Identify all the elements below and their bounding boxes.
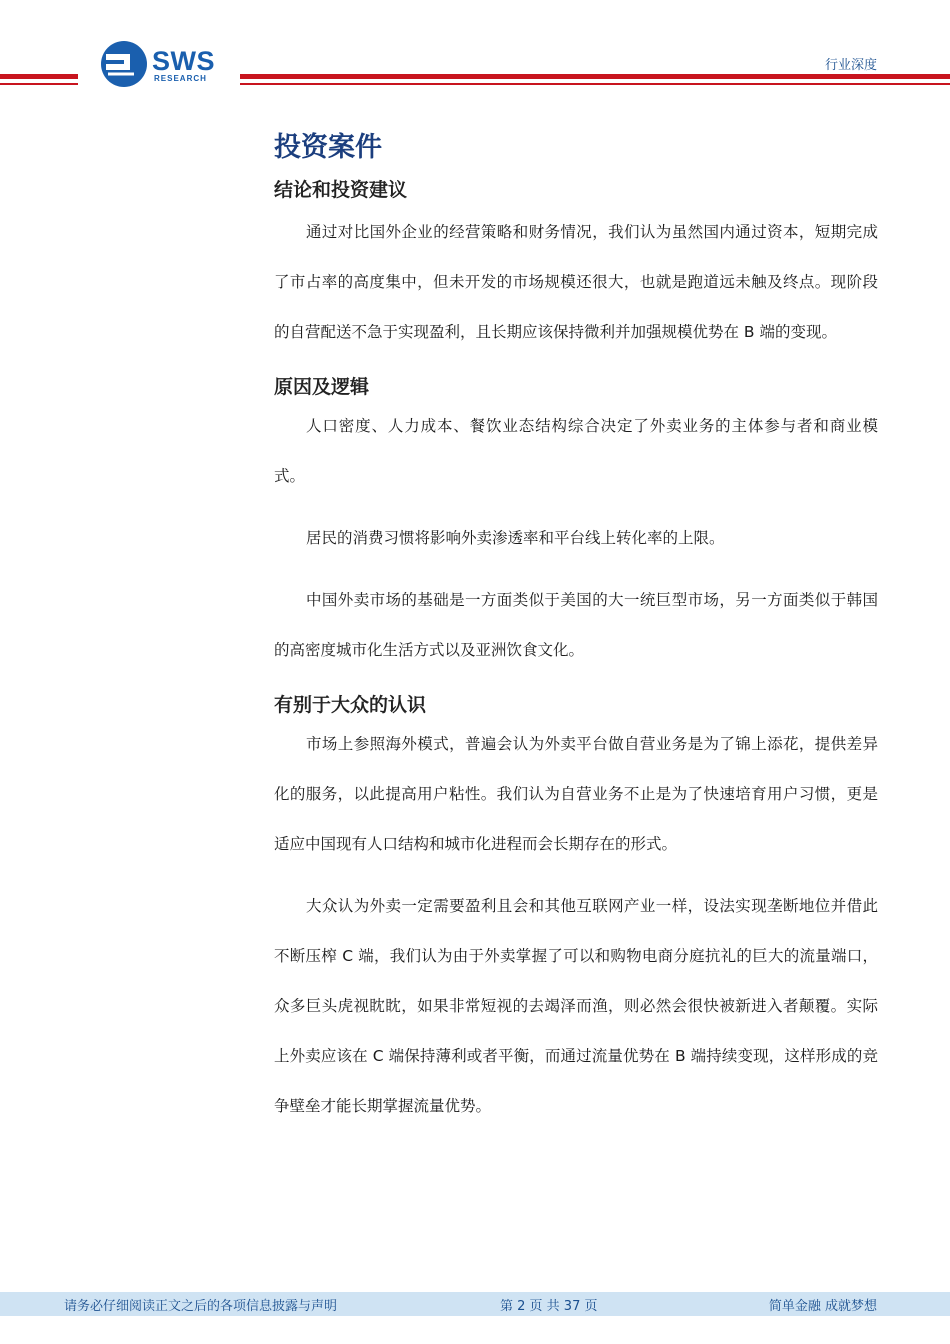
report-type-tag: 行业深度 (824, 58, 877, 73)
logo-subtext: RESEARCH (154, 74, 207, 83)
header-rule-right-thin (240, 83, 950, 85)
section-heading-reasons: 原因及逻辑 (274, 376, 370, 398)
header-rule-left-thin (0, 83, 78, 85)
sws-logo-icon (100, 40, 148, 88)
header-rule-left (0, 74, 78, 79)
footer-page-number: 第 2 页 共 37 页 (500, 1299, 598, 1314)
section-heading-differentiated-view: 有别于大众的认识 (274, 694, 427, 716)
paragraph: 人口密度、人力成本、餐饮业态结构综合决定了外卖业务的主体参与者和商业模式。 (274, 417, 878, 485)
logo-text: SWS (152, 46, 216, 76)
page-footer (0, 1292, 950, 1316)
page-title: 投资案件 (274, 132, 382, 163)
section-heading-conclusion: 结论和投资建议 (274, 179, 408, 201)
sws-logo (100, 40, 230, 90)
paragraph: 居民的消费习惯将影响外卖渗透率和平台线上转化率的上限。 (306, 529, 725, 547)
header-rule-right (240, 74, 950, 79)
paragraph: 大众认为外卖一定需要盈利且会和其他互联网产业一样，设法实现垄断地位并借此不断压榨 C 端，我们认为由于外卖掌握了可以和购物电商分庭抗礼的巨大的流量端口，众多巨头虎视眈眈，如果非常短视的去竭泽而渔，则必然会很快被新进入者颠覆。实际上外卖应该在 C 端保持薄利或者平衡，而通过流量优势在 B 端持续变现，这样形成的竞争壁垒才能长期掌握流量优势。 (274, 897, 878, 1115)
footer-slogan: 简单金融 成就梦想 (768, 1299, 877, 1314)
paragraph: 通过对比国外企业的经营策略和财务情况，我们认为虽然国内通过资本，短期完成了市占率的高度集中，但未开发的市场规模还很大，也就是跑道远未触及终点。现阶段的自营配送不急于实现盈利，且长期应该保持微利并加强规模优势在 B 端的变现。 (274, 223, 878, 341)
paragraph: 市场上参照海外模式，普遍会认为外卖平台做自营业务是为了锦上添花，提供差异化的服务，以此提高用户粘性。我们认为自营业务不止是为了快速培育用户习惯，更是适应中国现有人口结构和城市化进程而会长期存在的形式。 (274, 735, 878, 853)
page-header (0, 0, 950, 100)
report-content (274, 128, 878, 1131)
footer-disclaimer: 请务必仔细阅读正文之后的各项信息披露与声明 (64, 1299, 338, 1314)
paragraph: 中国外卖市场的基础是一方面类似于美国的大一统巨型市场，另一方面类似于韩国的高密度城市化生活方式以及亚洲饮食文化。 (274, 591, 878, 659)
